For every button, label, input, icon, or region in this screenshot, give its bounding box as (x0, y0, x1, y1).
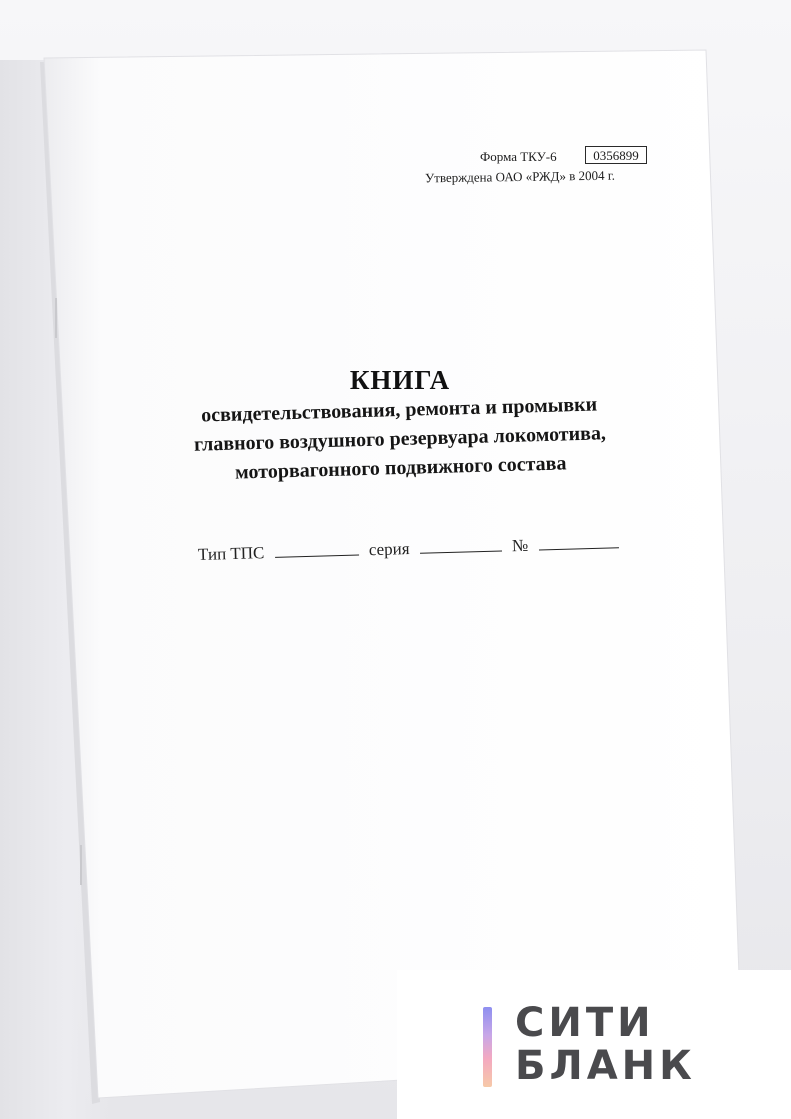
cover-title: КНИГА (349, 365, 451, 395)
subtitle-line: освидетельствования, ремонта и промывки (200, 393, 598, 427)
staple-mark (80, 845, 82, 885)
field-type-blank (275, 554, 359, 558)
field-number-label: № (511, 535, 529, 556)
field-series-label: серия (368, 539, 410, 560)
brand-logo (397, 970, 791, 1119)
field-type-label: Тип ТПС (197, 543, 265, 564)
form-label: Форма ТКУ-6 (480, 149, 557, 164)
subtitle-line: моторвагонного подвижного состава (234, 452, 567, 484)
staple-mark (55, 298, 57, 338)
form-number: 0356899 (585, 146, 647, 164)
cover-subtitle (139, 389, 661, 490)
logo-text-line2: БЛАНК (515, 1043, 696, 1089)
logo-text-line1: СИТИ (515, 1000, 655, 1046)
field-series-blank (420, 550, 502, 554)
logo-gradient-bar (483, 1007, 492, 1087)
approval-note: Утверждена ОАО «РЖД» в 2004 г. (424, 167, 616, 186)
subtitle-line: главного воздушного резервуара локомотива, (193, 422, 607, 456)
field-number-blank (539, 546, 619, 550)
